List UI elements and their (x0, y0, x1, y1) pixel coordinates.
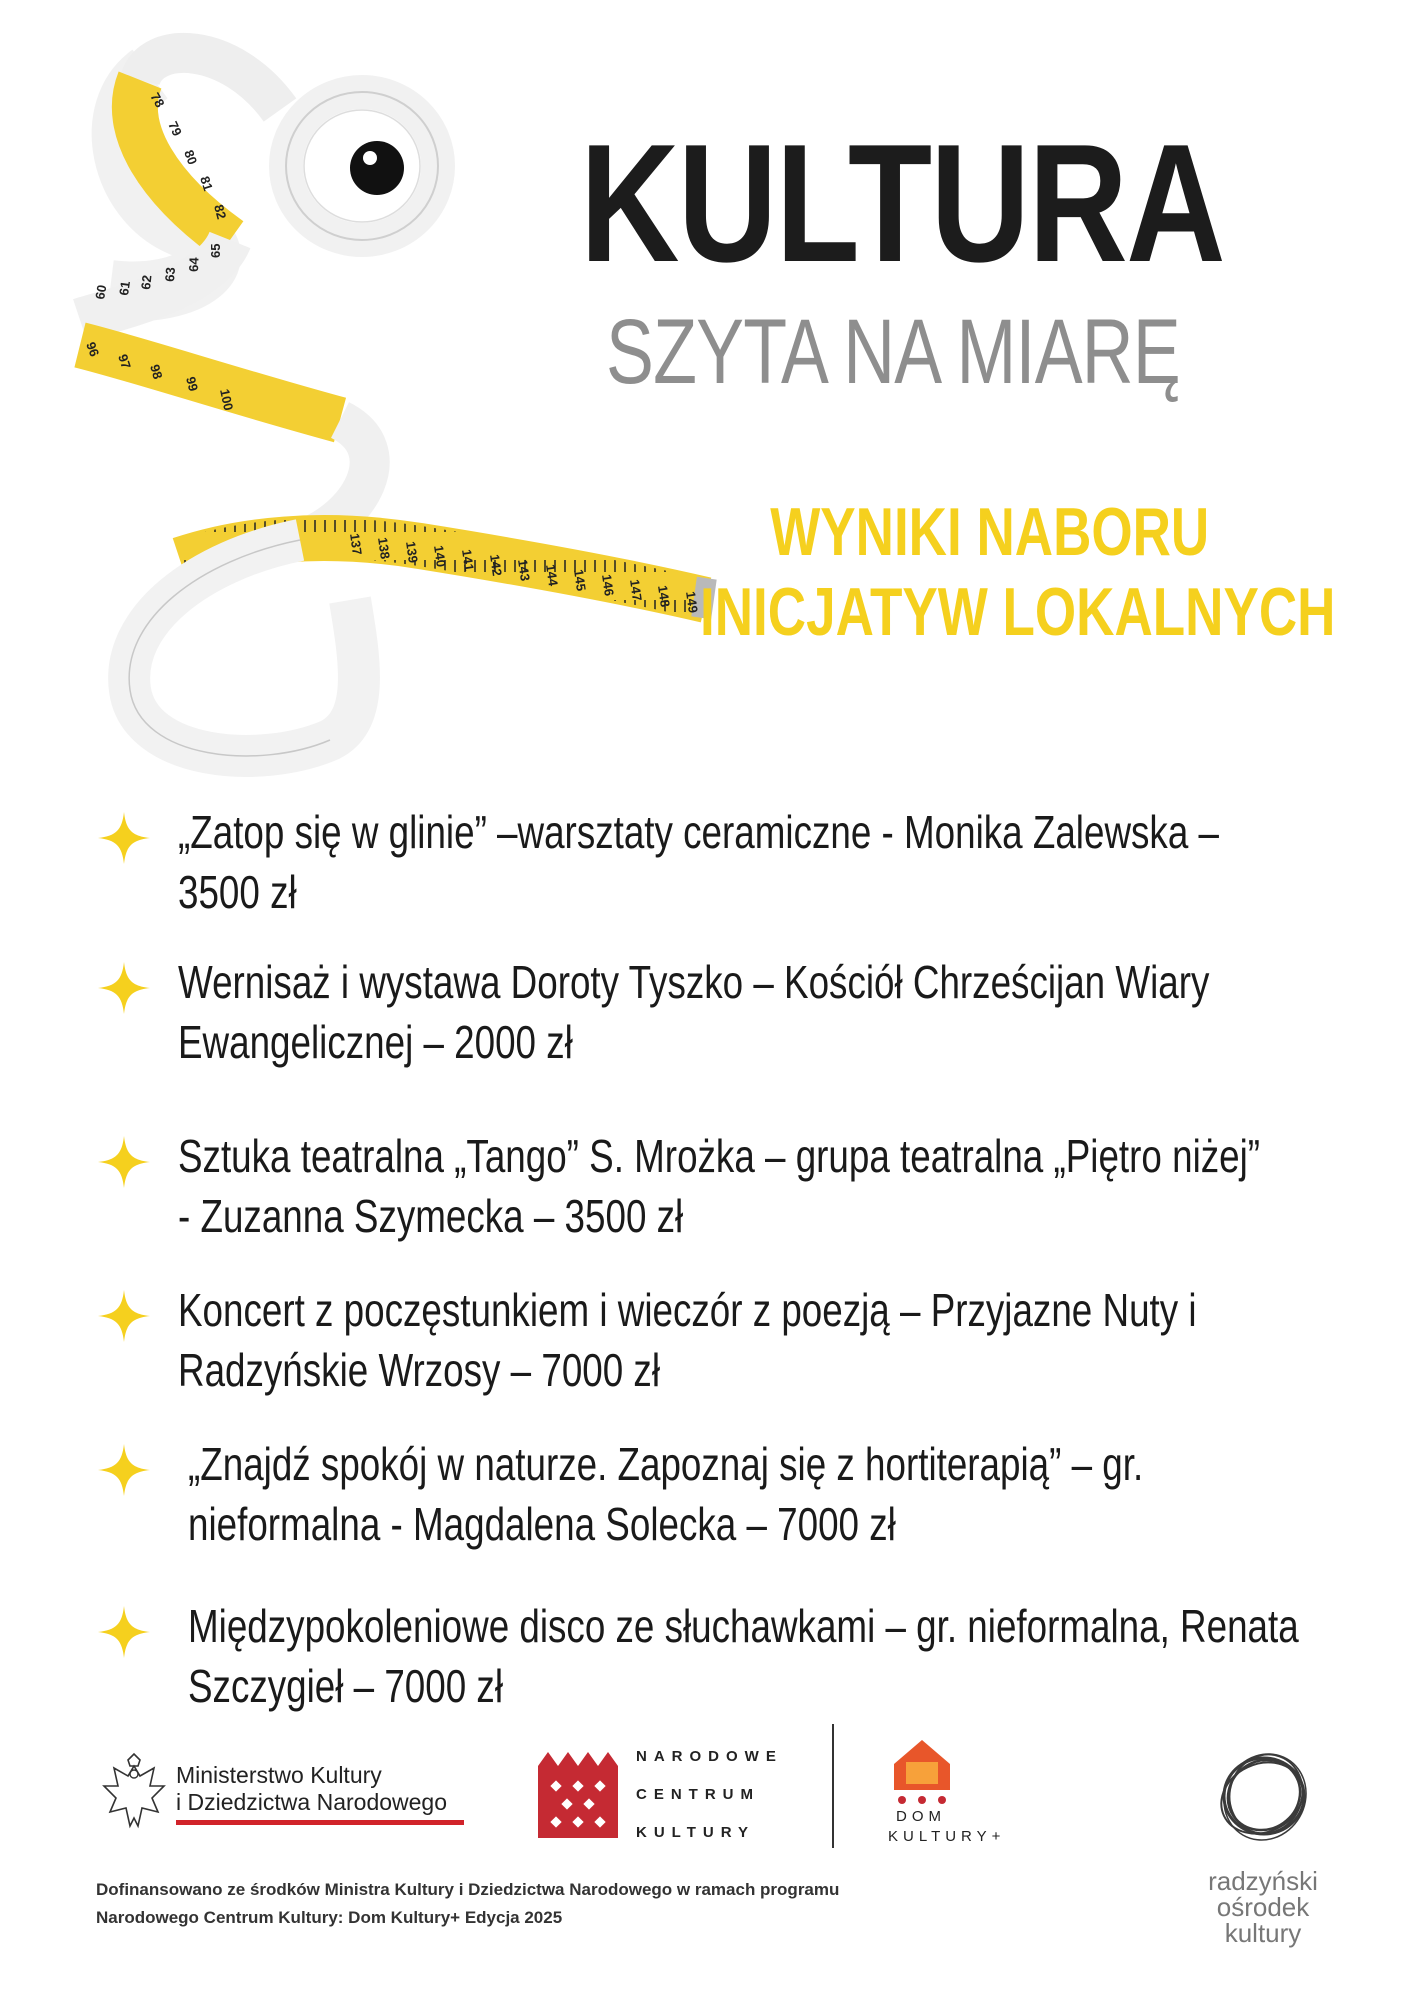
nck-logo-icon (538, 1752, 618, 1838)
tape-number: 99 (183, 375, 202, 393)
tape-number: 148 (655, 584, 673, 608)
nck-name-line2: CENTRUM (636, 1786, 760, 1803)
list-item-line1: Międzypokoleniowe disco ze słuchawkami – gr. nieformalna, Renata (188, 1600, 1299, 1652)
list-item-line2: Radzyńskie Wrzosy – 7000 zł (178, 1344, 661, 1396)
tape-number: 61 (116, 280, 133, 297)
dk-name-line1: DOM (896, 1808, 946, 1825)
tape-number: 140 (431, 544, 449, 568)
list-item-line1: Wernisaż i wystawa Doroty Tyszko – Kościół Chrześcijan Wiary (178, 956, 1210, 1008)
list-item-line1: „Zatop się w glinie” –warsztaty ceramiczne - Monika Zalewska – (178, 806, 1219, 858)
dk-name-line2: KULTURY+ (888, 1828, 1006, 1845)
tape-number: 142 (487, 553, 505, 577)
list-item-line2: Szczygieł – 7000 zł (188, 1660, 504, 1712)
tape-number: 97 (115, 352, 134, 371)
star-bullet-icon (96, 1604, 152, 1660)
tape-number: 144 (543, 563, 561, 587)
tape-number: 137 (347, 532, 365, 556)
ministry-name-line1: Ministerstwo Kultury (176, 1762, 382, 1788)
star-bullet-icon (96, 960, 152, 1016)
tape-number: 138 (375, 536, 393, 560)
nck-name-line3: KULTURY (636, 1824, 755, 1841)
page-title: KULTURA (580, 109, 1225, 297)
tape-number: 64 (186, 257, 202, 273)
polish-eagle-emblem-icon (96, 1752, 172, 1834)
list-item-line1: Sztuka teatralna „Tango” S. Mrożka – grupa teatralna „Piętro niżej” (178, 1130, 1261, 1182)
eye-pupil (350, 141, 404, 195)
results-heading (700, 492, 1336, 652)
tape-number: 80 (181, 147, 201, 167)
rok-name-line1: radzyński (1208, 1866, 1318, 1896)
rok-name-line2: ośrodek (1216, 1892, 1310, 1922)
dom-kultury-house-icon (892, 1738, 952, 1806)
tape-number: 62 (138, 274, 155, 291)
list-item-line2: 3500 zł (178, 866, 297, 918)
tape-number: 139 (403, 540, 421, 564)
star-bullet-icon (96, 1288, 152, 1344)
logo-divider (832, 1724, 834, 1848)
list-item-line2: - Zuzanna Szymecka – 3500 zł (178, 1190, 684, 1242)
tape-number: 96 (83, 339, 103, 359)
results-heading-line2: INICJATYW LOKALNYCH (700, 574, 1336, 650)
funding-note-line1: Dofinansowano ze środków Ministra Kultury i Dziedzictwa Narodowego w ramach programu (96, 1880, 840, 1899)
dom-kultury-logo-text (888, 1807, 1005, 1847)
ministry-logo-text (176, 1762, 447, 1816)
tape-number: 82 (211, 202, 230, 221)
tape-number: 63 (162, 266, 179, 283)
rok-logo-text (1204, 1868, 1322, 1946)
list-item-line2: Ewangelicznej – 2000 zł (178, 1016, 573, 1068)
tape-number: 141 (459, 548, 477, 572)
tape-number: 100 (217, 387, 237, 412)
nck-logo-text (636, 1738, 783, 1852)
results-heading-line1: WYNIKI NABORU (770, 494, 1210, 570)
tape-number: 79 (165, 118, 185, 139)
tape-number: 98 (147, 362, 166, 381)
funding-note-line2: Narodowego Centrum Kultury: Dom Kultury+ Edycja 2025 (96, 1908, 563, 1927)
list-item-line2: nieformalna - Magdalena Solecka – 7000 zł (188, 1498, 896, 1550)
rok-name-line3: kultury (1224, 1918, 1302, 1948)
tape-number: 143 (515, 558, 533, 582)
funding-note (96, 1876, 1096, 1932)
tape-number: 146 (599, 573, 617, 597)
star-bullet-icon (96, 810, 152, 866)
list-item-line1: „Znajdź spokój w naturze. Zapoznaj się z hortiterapią” – gr. (188, 1438, 1144, 1490)
star-bullet-icon (96, 1134, 152, 1190)
tape-number: 145 (571, 568, 589, 592)
tape-number: 147 (627, 578, 645, 602)
star-bullet-icon (96, 1442, 152, 1498)
tape-number: 65 (208, 243, 223, 258)
rok-circle-logo-icon (1206, 1740, 1322, 1852)
ministry-red-line (176, 1820, 464, 1825)
nck-name-line1: NARODOWE (636, 1748, 783, 1765)
tape-number: 60 (92, 283, 110, 301)
page-subtitle: SZYTA NA MIARĘ (606, 301, 1180, 403)
tape-number: 149 (683, 590, 701, 614)
ministry-name-line2: i Dziedzictwa Narodowego (176, 1789, 448, 1815)
tape-number: 78 (147, 90, 168, 111)
list-item-line1: Koncert z poczęstunkiem i wieczór z poezją – Przyjazne Nuty i (178, 1284, 1197, 1336)
tape-number: 81 (197, 174, 216, 193)
